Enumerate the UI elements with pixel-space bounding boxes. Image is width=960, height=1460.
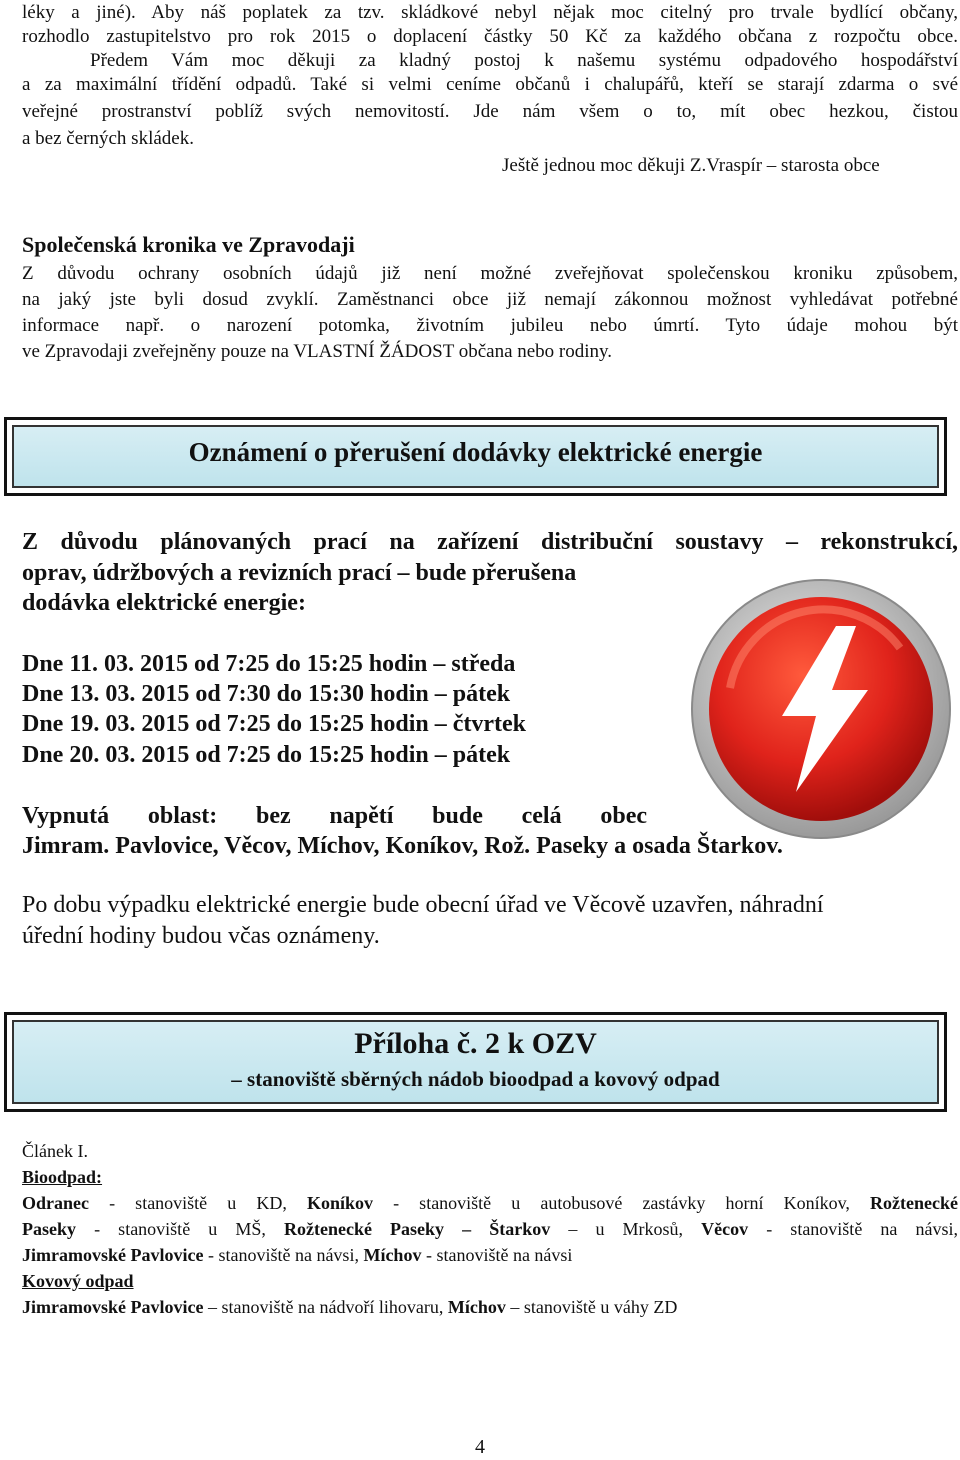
bioodpad-line: Paseky - stanoviště u MŠ, Rožtenecké Paseky – Štarkov – u Mrkosů, Věcov - stanoviště na návsi, bbox=[22, 1219, 958, 1239]
kronika-title: Společenská kronika ve Zpravodaji bbox=[22, 232, 355, 257]
page-number: 4 bbox=[475, 1436, 485, 1458]
outage-area-line: Vypnutá oblast: bez napětí bude celá obec bbox=[22, 803, 647, 829]
kovovy-heading: Kovový odpad bbox=[22, 1271, 134, 1291]
signature: Ještě jednou moc děkuji Z.Vraspír – starosta obce bbox=[502, 155, 880, 176]
kronika-line: Z důvodu ochrany osobních údajů již není možné zveřejňovat společenskou kroniku způsobem, bbox=[22, 263, 958, 284]
bioodpad-line: Jimramovské Pavlovice - stanoviště na návsi, Míchov - stanoviště na návsi bbox=[22, 1245, 573, 1265]
outage-area-line: Jimram. Pavlovice, Věcov, Míchov, Koníkov, Rož. Paseky a osada Štarkov. bbox=[22, 833, 783, 859]
intro-line: rozhodlo zastupitelstvo pro rok 2015 o doplacení částky 50 Kč za každého občana z rozpočtu obce. bbox=[22, 26, 958, 47]
lightning-bolt-icon bbox=[690, 578, 952, 840]
office-line: Po dobu výpadku elektrické energie bude obecní úřad ve Věcově uzavřen, náhradní bbox=[22, 892, 824, 918]
outage-intro-line: Z důvodu plánovaných prací na zařízení distribuční soustavy – rekonstrukcí, bbox=[22, 529, 958, 555]
outage-date: Dne 13. 03. 2015 od 7:30 do 15:30 hodin – pátek bbox=[22, 681, 511, 707]
priloha-title: Příloha č. 2 k OZV bbox=[354, 1027, 597, 1060]
outage-banner-title: Oznámení o přerušení dodávky elektrické energie bbox=[188, 437, 763, 467]
intro-line: a bez černých skládek. bbox=[22, 128, 194, 149]
intro-line: Předem Vám moc děkuji za kladný postoj k našemu systému odpadového hospodářství bbox=[90, 50, 958, 71]
intro-line: a za maximální třídění odpadů. Také si velmi ceníme občanů i chalupářů, kteří se starají zdarma o své bbox=[22, 74, 958, 95]
office-line: úřední hodiny budou včas oznámeny. bbox=[22, 923, 380, 949]
outage-intro-line: dodávka elektrické energie: bbox=[22, 590, 306, 616]
outage-banner bbox=[4, 417, 947, 496]
bioodpad-heading: Bioodpad: bbox=[22, 1167, 103, 1187]
kronika-line: na jaký jste byli dosud zvyklí. Zaměstnanci obce již nemají zákonnou možnost vyhledávat potřebné bbox=[22, 289, 958, 310]
outage-date: Dne 19. 03. 2015 od 7:25 do 15:25 hodin – čtvrtek bbox=[22, 711, 527, 737]
outage-date: Dne 20. 03. 2015 od 7:25 do 15:25 hodin – pátek bbox=[22, 742, 511, 768]
priloha-subtitle: – stanoviště sběrných nádob bioodpad a kovový odpad bbox=[231, 1067, 720, 1091]
outage-date: Dne 11. 03. 2015 od 7:25 do 15:25 hodin – středa bbox=[22, 651, 516, 677]
clanek-label: Článek I. bbox=[22, 1141, 88, 1161]
kronika-line: ve Zpravodaji zveřejněny pouze na VLASTNÍ ŽÁDOST občana nebo rodiny. bbox=[22, 341, 613, 362]
outage-intro-line: oprav, údržbových a revizních prací – bude přerušena bbox=[22, 560, 577, 586]
intro-line: veřejné prostranství poblíž svých nemovitostí. Jde nám všem o to, mít obec hezkou, čistou bbox=[22, 101, 958, 122]
bioodpad-line: Odranec - stanoviště u KD, Koníkov - stanoviště u autobusové zastávky horní Koníkov, Rožtenecké bbox=[22, 1193, 958, 1213]
intro-line: léky a jiné). Aby náš poplatek za tzv. skládkové nebyl nějak moc citelný pro trvale bydlící občany, bbox=[22, 2, 958, 23]
kronika-line: informace např. o narození potomka, životním jubileu nebo úmrtí. Tyto údaje mohou být bbox=[22, 315, 958, 336]
priloha-banner bbox=[4, 1012, 947, 1112]
kovovy-line: Jimramovské Pavlovice – stanoviště na nádvoří lihovaru, Míchov – stanoviště u váhy ZD bbox=[22, 1297, 678, 1317]
